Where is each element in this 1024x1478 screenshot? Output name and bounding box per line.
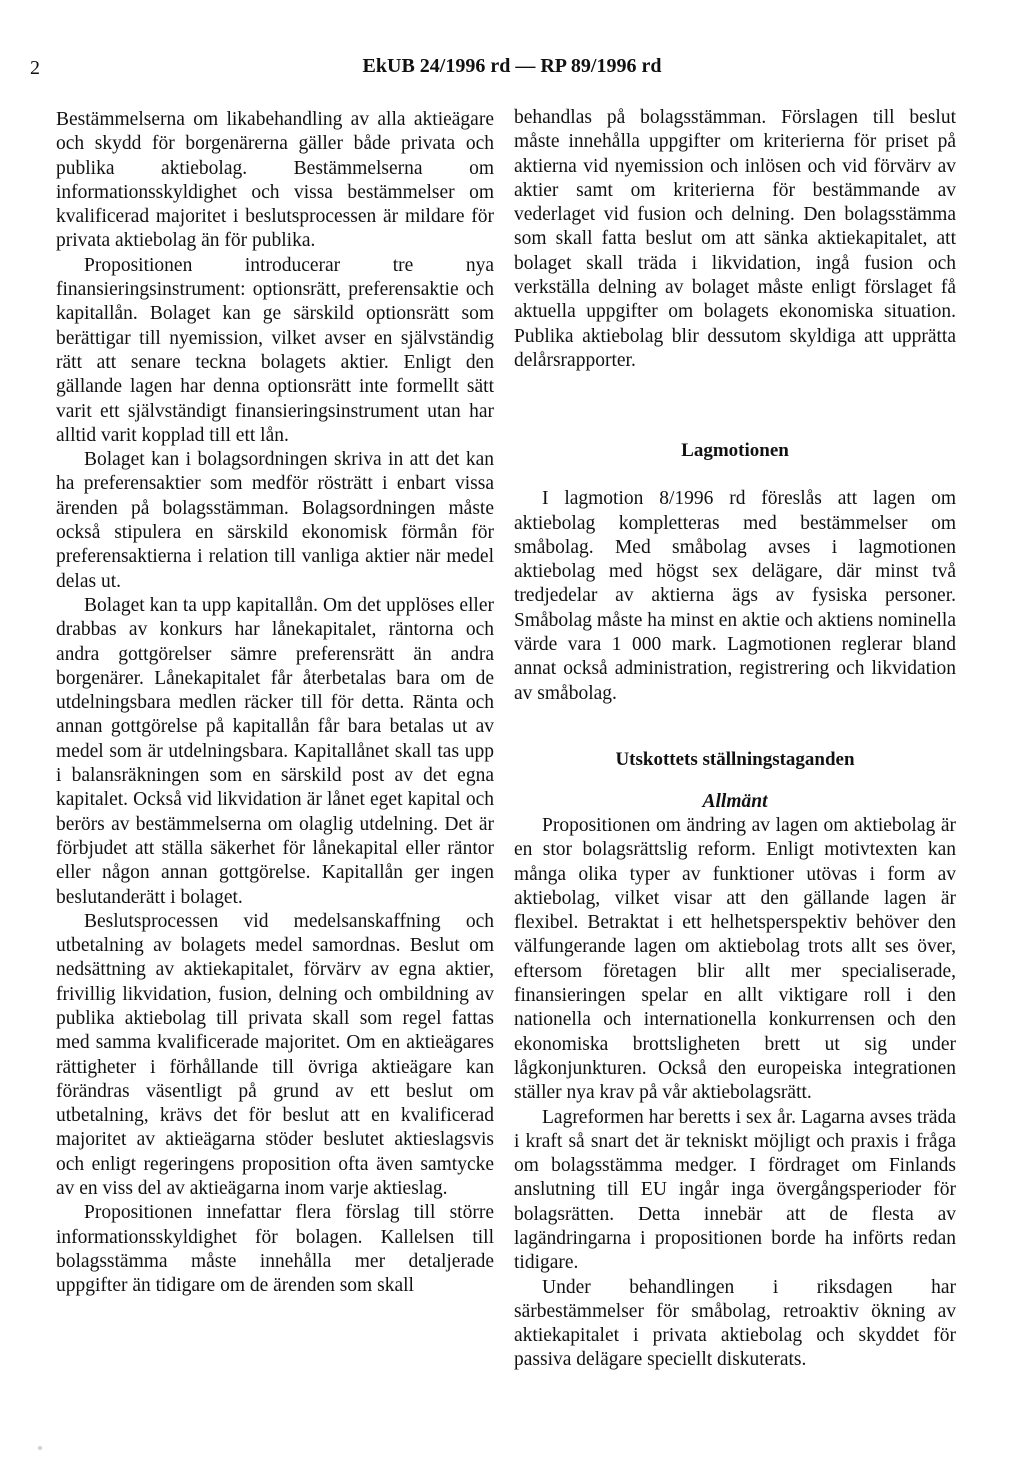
page-number: 2 [30, 57, 40, 79]
body-paragraph: I lagmotion 8/1996 rd föreslås att lagen om aktiebolag kompletteras med bestämmelser om småbolag. Med småbolag avses i lagmotionen aktiebolag med högst sex delägare, där minst två tredjedelar av aktierna ägs av fysiska personer. Småbolag måste ha minst en aktie och aktiens nominella värde vara 1 000 mark. Lagmotionen reglerar bland annat också administration, registrering och likvidation av småbolag. [514, 488, 956, 704]
body-paragraph: Beslutsprocessen vid medelsanskaffning och utbetalning av bolagets medel samordnas. Beslut om nedsättning av aktiekapitalet, förvärv av egna aktier, frivillig likvidation, fusion, delning och ombildning av publika aktiebolag till privata skall som regel fattas med samma kvalificerade majoritet. Om en aktieägares rättigheter i förhållande till övriga aktieägare kan förändras väsentligt på grund av ett beslut om utbetalning, krävs det för beslut att en kvalificerad majoritet av aktieägarna stöder beslutet aktieslagsvis och enligt regeringens proposition ofta även samtycke av en viss del av aktieägarna inom varje aktieslag. [56, 910, 494, 1200]
body-paragraph: Bolaget kan i bolagsordningen skriva in att det kan ha preferensaktier som medför rösträtt i enbart vissa ärenden på bolagsstämman. Bolagsordningen måste också stipulera en särskild ekonomisk förmån för preferensaktierna i relation till vanliga aktier när medel delas ut. [56, 449, 494, 592]
body-paragraph-continued: behandlas på bolagsstämman. Förslagen till beslut måste innehålla uppgifter om kriterierna för priset på aktierna vid nyemission och inlösen och vid förvärv av aktier samt om kriterierna för bestämmande av vederlaget vid fusion och delning. Den bolagsstämma som skall fatta beslut om att sänka aktiekapitalet, att bolaget skall träda i likvidation, ingå fusion och verkställa delning av bolaget måste enligt förslaget få aktuella uppgifter om bolagets ekonomiska situation. Publika aktiebolag blir dessutom skyldiga att upprätta delårsrapporter. [514, 107, 956, 371]
body-paragraph: Propositionen introducerar tre nya finansieringsinstrument: optionsrätt, preferensaktie och kapitallån. Bolaget kan ge särskild optionsrätt som berättigar till nyemission, vilket avser en självständig rätt att senare teckna bolagets aktier. Enligt den gällande lagen har denna optionsrätt inte formellt sätt varit ett självständigt finansieringsinstrument utan har alltid varit kopplad till ett lån. [56, 254, 494, 446]
right-column [514, 106, 956, 1373]
subsection-heading-allmant: Allmänt [702, 790, 768, 812]
running-header: EkUB 24/1996 rd — RP 89/1996 rd [362, 55, 662, 77]
section-heading-utskottet: Utskottets ställningstaganden [615, 748, 855, 770]
body-paragraph: Propositionen innefattar flera förslag till större informationsskyldighet för bolagen. Kallelsen till bolagsstämma måste innehålla mer detaljerade uppgifter än tidigare om de ärenden som skall [56, 1202, 494, 1297]
left-column [56, 108, 494, 1299]
scan-speck [38, 1446, 42, 1450]
body-paragraph: Propositionen om ändring av lagen om aktiebolag är en stor bolagsrättslig reform. Enligt motivtexten kan många olika typer av funktioner utövas i form av aktiebolag, vilket visar att den gällande lagen är flexibel. Betraktat i ett helhetsperspektiv behöver den välfungerande lagen om aktiebolag trots allt ses över, eftersom företagen blir allt mer specialiserade, finansieringen spelar en allt viktigare roll i den nationella och internationella konkurrensen och den ekonomiska brottsligheten brett ut sig under lågkonjunkturen. Också den europeiska integrationen ställer nya krav på vår aktiebolagsrätt. [514, 814, 956, 1104]
body-paragraph: Lagreformen har beretts i sex år. Lagarna avses träda i kraft så snart det är tekniskt möjligt och praxis i fråga om bolagsstämma medger. I fördraget om Finlands anslutning till EU ingår inga övergångsperioder för bolagsrätten. Detta innebär att de flesta av lagändringarna i propositionen borde ha införts redan tidigare. [514, 1106, 956, 1274]
section-heading-lagmotionen: Lagmotionen [681, 440, 789, 462]
body-paragraph: Under behandlingen i riksdagen har särbestämmelser för småbolag, retroaktiv ökning av aktiekapitalet i privata aktiebolag och skyddet för passiva delägare speciellt diskuterats. [514, 1276, 956, 1371]
body-paragraph: Bestämmelserna om likabehandling av alla aktieägare och skydd för borgenärerna gäller både privata och publika aktiebolag. Bestämmelserna om informationsskyldighet och vissa bestämmelser om kvalificerad majoritet i beslutsprocessen är mildare för privata aktiebolag än för publika. [56, 109, 494, 252]
body-paragraph: Bolaget kan ta upp kapitallån. Om det upplöses eller drabbas av konkurs har lånekapitalet, räntorna och andra gottgörelser sämre preferensrätt än andra borgenärer. Lånekapitalet får återbetalas bara om de utdelningsbara medlen räcker till för detta. Ränta och annan gottgörelse på kapitallån får bara betalas ut av medel som är utdelningsbara. Kapitallånet skall tas upp i balansräkningen som en särskild post av det egna kapitalet. Också vid likvidation är lånet eget kapital och berörs av bestämmelserna om olaglig utdelning. Det är förbjudet att ställa säkerhet för lånekapital eller räntor eller någon annan gottgörelse. Kapitallån ger ingen beslutanderätt i bolaget. [56, 594, 494, 908]
